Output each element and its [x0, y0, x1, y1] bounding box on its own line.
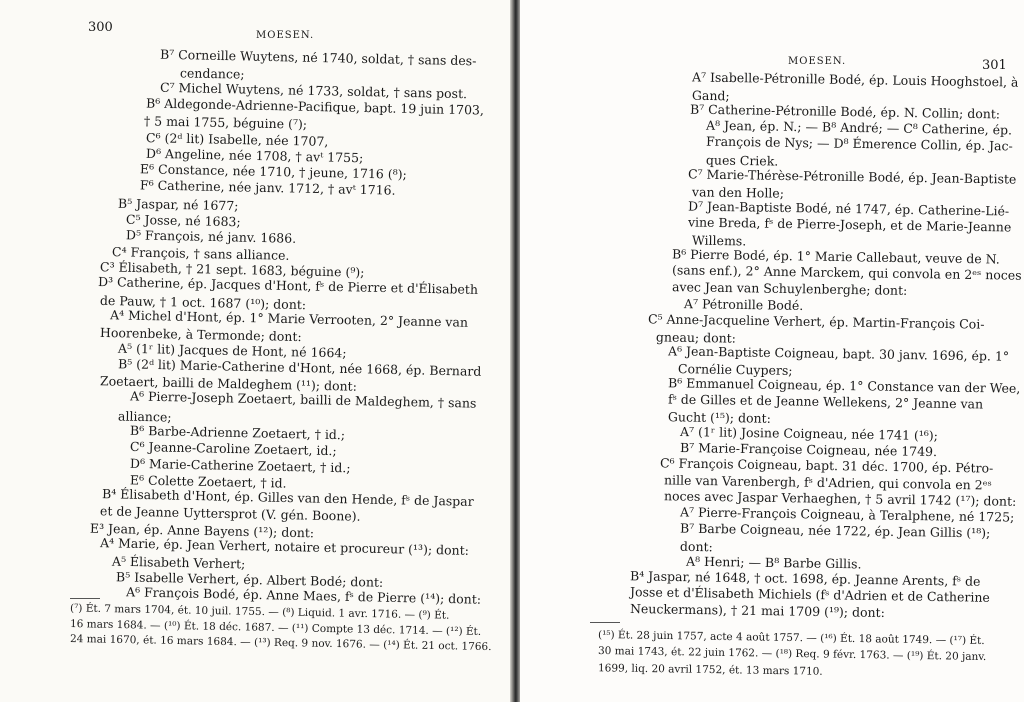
footnote-rule [70, 598, 100, 599]
text-line: A⁵ (1ʳ lit) Jacques de Hont, né 1664; [117, 340, 347, 361]
text-line: A⁶ Pierre-Joseph Zoetaert, bailli de Maldeghem, † sans [129, 388, 477, 411]
text-line: D⁷ Jean-Baptiste Bodé, né 1747, ép. Catherine-Lié- [687, 198, 1010, 219]
text-line: C⁴ François, † sans alliance. [111, 243, 290, 263]
text-line: C⁷ Michel Wuytens, né 1733, soldat, † sans post. [159, 79, 468, 101]
text-line: ques Criek. [705, 151, 779, 169]
text-line: B⁶ Aldegonde-Adrienne-Pacifique, bapt. 19 juin 1703, [145, 95, 485, 118]
text-line: A⁷ Pétronille Bodé. [683, 296, 804, 314]
text-line: B⁷ Marie-Françoise Coigneau, née 1749. [679, 440, 938, 460]
text-line: gneau; dont: [655, 328, 737, 346]
text-line: B⁷ Catherine-Pétronille Bodé, ép. N. Collin; dont: [689, 101, 1001, 122]
footnote-rule [590, 622, 620, 623]
text-line: de Pauw, † 1 oct. 1687 (¹⁰); dont: [99, 292, 307, 312]
text-line: dont: [679, 538, 713, 555]
text-line: Gucht (¹⁵); dont: [667, 409, 771, 426]
text-line: A⁴ Marie, ép. Jean Verhert, notaire et procureur (¹³); dont: [99, 535, 470, 558]
text-line: Zoetaert, bailli de Maldeghem (¹¹); dont: [99, 373, 358, 394]
page-number: 300 [88, 20, 113, 35]
text-line: C⁶ Jeanne-Caroline Zoetaert, id.; [129, 439, 337, 459]
text-line: C⁵ Josse, né 1683; [125, 211, 241, 230]
text-line: B⁵ Jaspar, né 1677; [117, 195, 239, 213]
text-line: B⁶ Emmanuel Coigneau, ép. 1° Constance van der Wee, [667, 375, 1021, 396]
running-head: MOESEN. [788, 56, 847, 67]
text-line: C⁶ François Coigneau, bapt. 31 déc. 1700, ép. Pétro- [659, 455, 994, 477]
text-line: van den Holle; [691, 183, 785, 201]
text-line: A⁷ Isabelle-Pétronille Bodé, ép. Louis Hooghstoel, à [691, 69, 1019, 90]
text-line: D⁵ François, né janv. 1686. [125, 227, 297, 247]
text-line: vine Breda, fˢ de Pierre-Joseph, et de Marie-Jeanne [687, 214, 1012, 235]
text-line: B⁶ Barbe-Adrienne Zoetaert, † id.; [129, 422, 346, 443]
text-line: fˢ de Gilles et de Jeanne Wellekens, 2° Jeanne van [667, 391, 984, 412]
text-line: et de Jeanne Uyttersprot (V. gén. Boone). [99, 503, 361, 525]
text-line: B⁴ Élisabeth d'Hont, ép. Gilles van den Hende, fˢ de Jaspar [101, 486, 474, 509]
text-line: A⁴ Michel d'Hont, ép. 1° Marie Verrooten, 2° Jeanne van [109, 307, 469, 330]
text-line: † 5 mai 1755, béguine (⁷); [143, 113, 308, 132]
text-line: D⁶ Angeline, née 1708, † avᵗ 1755; [145, 145, 364, 166]
text-line: B⁷ Barbe Coigneau, née 1722, ép. Jean Gillis (¹⁸); [679, 520, 991, 541]
text-line: François de Nys; — D⁸ Émerence Collin, ép. Jac- [705, 133, 1013, 154]
text-line: E³ Jean, ép. Anne Bayens (¹²); dont: [89, 520, 315, 541]
text-line: Willems. [691, 232, 747, 249]
text-line: noces avec Jaspar Verhaeghen, † 5 avril 1742 (¹⁷); dont: [663, 487, 1017, 509]
text-line: cendance; [179, 65, 245, 82]
text-line: B⁵ (2ᵈ lit) Marie-Catherine d'Hont, née 1668, ép. Bernard [117, 355, 482, 379]
text-line: A⁶ François Bodé, ép. Anne Maes, fˢ de Pierre (¹⁴); dont: [125, 584, 482, 607]
footnote-line: 1699, liq. 20 avril 1752, ét. 13 mars 1710. [597, 662, 823, 678]
text-line: B⁴ Jaspar, né 1648, † oct. 1698, ép. Jeanne Arents, fˢ de [629, 568, 981, 589]
text-line: alliance; [117, 408, 172, 425]
text-line: D⁶ Marie-Catherine Zoetaert, † id.; [129, 455, 351, 475]
text-line: A⁵ Élisabeth Verhert; [111, 553, 246, 572]
footnote-line: 30 mai 1743, ét. 22 juin 1762. — (¹⁸) Req. 9 févr. 1763. — (¹⁹) Ét. 20 janv. [597, 644, 987, 664]
text-line: A⁷ Pierre-François Coigneau, à Teralphene, né 1725; [679, 504, 1015, 525]
text-line: B⁶ Pierre Bodé, ép. 1° Marie Callebaut, veuve de N. [671, 246, 1000, 267]
text-line: A⁸ Jean, ép. N.; — B⁸ André; — C⁸ Catherine, ép. [705, 117, 1013, 138]
text-line: D³ Catherine, ép. Jacques d'Hont, fˢ de Pierre et d'Élisabeth [97, 274, 479, 298]
page-number: 301 [982, 58, 1007, 73]
text-line: E⁶ Constance, née 1710, † jeune, 1716 (⁸); [139, 161, 407, 182]
text-line: B⁵ Isabelle Verhert, ép. Albert Bodé; dont: [115, 568, 384, 590]
text-line: C⁷ Marie-Thérèse-Pétronille Bodé, ép. Jean-Baptiste [687, 166, 1017, 187]
running-head: MOESEN. [256, 30, 315, 41]
text-line: F⁶ Catherine, née janv. 1712, † avᵗ 1716. [139, 177, 396, 199]
footnote-line: 24 mai 1670, ét. 16 mars 1684. — (¹³) Req. 9 nov. 1676. — (¹⁴) Ét. 21 oct. 1766. [69, 632, 492, 654]
text-line: C⁶ (2ᵈ lit) Isabelle, née 1707, [145, 129, 329, 149]
text-line: Neuckermans), † 21 mai 1709 (¹⁹); dont: [629, 601, 885, 621]
text-line: nille van Varenbergh, fˢ d'Adrien, qui convola en 2ᵉˢ [663, 471, 992, 493]
text-line: C⁵ Anne-Jacqueline Verhert, ép. Martin-François Coi- [647, 310, 985, 332]
text-line: A⁷ (1ʳ lit) Josine Coigneau, née 1741 (¹⁶); [679, 424, 939, 444]
text-line: Gand; [691, 87, 730, 104]
text-line: avec Jean van Schuylenberghe; dont: [671, 279, 908, 299]
text-line: B⁷ Corneille Wuytens, né 1740, soldat, † sans des- [159, 46, 477, 69]
text-line: Cornélie Cuypers; [677, 360, 793, 378]
right-page [520, 0, 1024, 702]
text-line: A⁸ Henri; — B⁸ Barbe Gillis. [685, 553, 862, 572]
footnote-line: (⁷) Ét. 7 mars 1704, ét. 10 juil. 1755. — (⁸) Liquid. 1 avr. 1716. — (⁹) Ét. [69, 602, 450, 622]
text-line: E⁶ Colette Zoetaert, † id. [129, 472, 287, 491]
text-line: Hoorenbeke, à Termonde; dont: [99, 324, 302, 345]
text-line: Josse et d'Élisabeth Michiels (fˢ d'Adrien et de Catherine [629, 584, 990, 606]
footnote-line: 16 mars 1684. — (¹⁰) Ét. 18 déc. 1687. — (¹¹) Compte 13 déc. 1714. — (¹²) Ét. [69, 617, 482, 638]
text-line: C³ Élisabeth, † 21 sept. 1683, béguine (⁹); [99, 259, 365, 280]
text-line: A⁶ Jean-Baptiste Coigneau, bapt. 30 janv. 1696, ép. 1° [667, 343, 1010, 364]
footnote-line: (¹⁵) Ét. 28 juin 1757, acte 4 août 1757. — (¹⁶) Ét. 18 août 1749. — (¹⁷) Ét. [597, 628, 985, 648]
text-line: (sans enf.), 2° Anne Marckem, qui convola en 2ᵉˢ noces [671, 262, 1022, 283]
